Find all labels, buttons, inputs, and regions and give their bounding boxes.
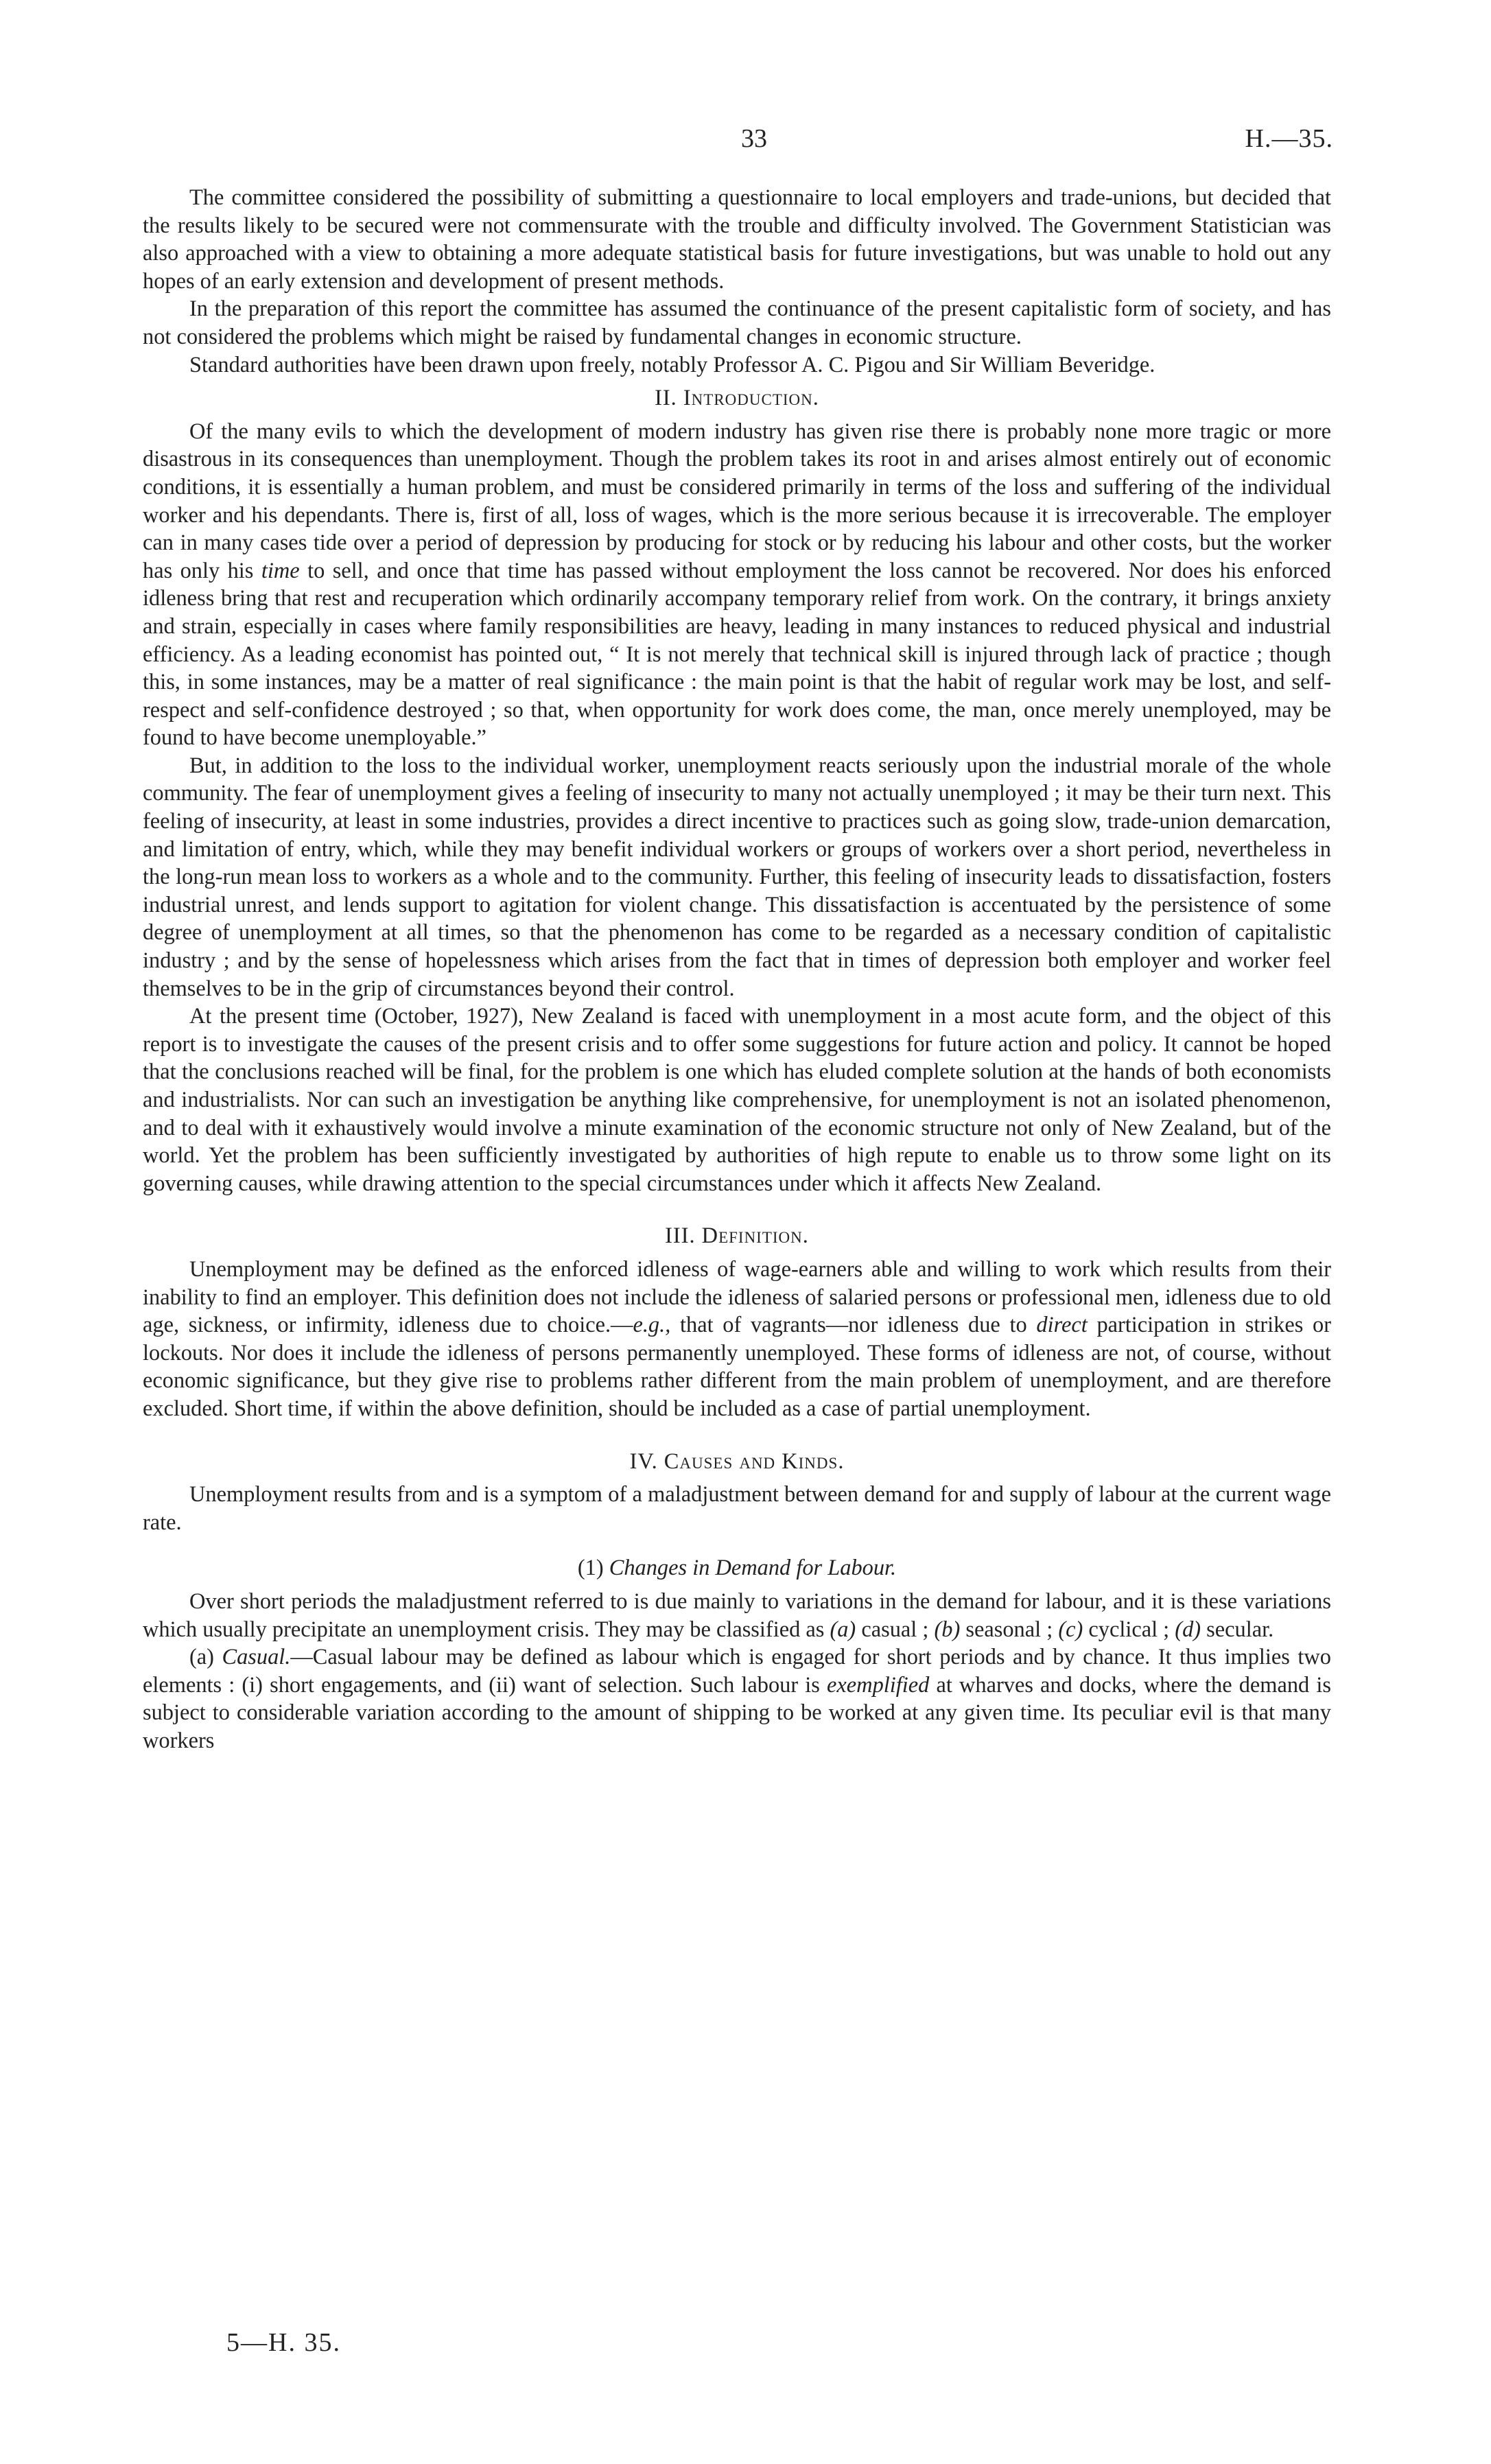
text: at wharves and docks, where the demand is subject to considerable variation according to the amount of shipping to be worked at any given time. Its peculiar evil is that many workers <box>143 1672 1331 1753</box>
paragraph <box>143 1588 1331 1643</box>
section-heading-causes: IV. Causes and Kinds. <box>629 1448 845 1474</box>
text: seasonal ; <box>965 1617 1053 1642</box>
subheading-number: (1) <box>577 1556 604 1581</box>
section-heading-introduction: II. Introduction. <box>655 386 819 411</box>
marker: (b) <box>934 1617 961 1642</box>
casual-label: Casual. <box>222 1645 291 1670</box>
text: to sell, and once that time has passed without employment the loss cannot be recovered. Nor does his enforced idleness bring that rest and recuperation which ordinarily accompany temporary relief from work. On the contrary, it brings anxiety and strain, especially in cases where family responsibilities are heavy, leading in many instances to reduced physical and industrial efficiency. As a leading economist has pointed out, “ It is not merely that technical skill is injured through lack of practice ; though this, in some instances, may be a matter of real significance : the main point is that the habit of regular work may be lost, and self-respect and self-confidence destroyed ; so that, when opportunity for work does come, the man, once merely unemployed, may be found to have become unemployable.” <box>143 558 1331 751</box>
subheading-title: Changes in Demand for Labour. <box>609 1556 897 1581</box>
paragraph: Unemployment results from and is a symptom of a maladjustment between demand for and supply of labour at the current wage rate. <box>143 1482 1331 1535</box>
page-number: 33 <box>741 124 767 153</box>
text: Over short periods the maladjustment referred to is due mainly to variations in the demand for labour, and it is these variations which usually precipitate an unemployment crisis. They may be classified as <box>143 1588 1331 1642</box>
emphasis: e.g., <box>633 1313 671 1338</box>
emphasis: exemplified <box>827 1672 930 1698</box>
casual-marker: (a) <box>189 1645 214 1670</box>
emphasis: time <box>261 558 300 583</box>
paragraph: But, in addition to the loss to the individual worker, unemployment reacts seriously upon the industrial morale of the whole community. The fear of unemployment gives a feeling of insecurity to many not actually unemployed ; it may be their turn next. This feeling of insecurity, at least in some industries, provides a direct incentive to practices such as going slow, trade-union demarcation, and limitation of entry, which, while they may benefit individual workers or groups of workers over a short period, nevertheless in the long-run mean loss to workers as a whole and to the community. Further, this feeling of insecurity leads to dissatisfaction, fosters industrial unrest, and lends support to agitation for violent change. This dissatisfaction is accentuated by the persistence of some degree of unemployment at all times, so that the phenomenon has come to be regarded as a necessary condition of capitalistic industry ; and by the sense of hopelessness which arises from the fact that in times of depression both employer and worker feel themselves to be in the grip of circumstances beyond their control. <box>143 753 1331 1001</box>
section-heading-definition: III. Definition. <box>665 1223 809 1249</box>
marker: (a) <box>830 1617 856 1642</box>
text: Unemployment may be defined as the enforced idleness of wage-earners able and willing to work which results from their inability to find an employer. This definition does not include the idleness of salaried persons or professional men, idleness due to old age, sickness, or infirmity, idleness due to choice.— <box>143 1256 1331 1338</box>
marker: (d) <box>1175 1617 1201 1642</box>
paragraph: (a) Casual.—Casual labour may be defined as labour which is engaged for short periods and by chance. It thus implies two elements : (i) short engagements, and (ii) want of selection. Such labour is exemplified at wharves and docks, where the demand is subject to considerable variation according to the amount of shipping to be worked at any given time. Its peculiar evil is that many workers <box>143 1645 1331 1753</box>
text: Casual labour may be defined as labour which is engaged for short periods and by chance. It thus implies two elements : (i) short engagements, and (ii) want of selection. Such labour is <box>143 1645 1331 1698</box>
paragraph <box>143 418 1331 752</box>
page-header <box>175 117 1333 165</box>
text: casual ; <box>861 1617 929 1642</box>
text: secular. <box>1206 1617 1274 1642</box>
paragraph: The committee considered the possibility of submitting a questionnaire to local employers and trade-unions, but decided that the results likely to be secured were not commensurate with the trouble and difficulty involved. The Government Statistician was also approached with a view to obtaining a more adequate statistical basis for future investigations, but was unable to hold out any hopes of an early extension and development of present methods. <box>143 185 1331 294</box>
paragraph: Standard authorities have been drawn upon freely, notably Professor A. C. Pigou and Sir William Beveridge. <box>189 352 1155 377</box>
text: Of the many evils to which the development of modern industry has given rise there is probably none more tragic or more disastrous in its consequences than unemployment. Though the problem takes its root in and arises almost entirely out of economic conditions, it is essentially a human problem, and must be considered primarily in terms of the loss and suffering of the individual worker and his dependants. There is, first of all, loss of wages, which is the more serious because it is irrecoverable. The employer can in many cases tide over a period of depression by producing for stock or by reducing his labour and other costs, but the worker has only his <box>143 419 1331 583</box>
marker: (c) <box>1058 1617 1083 1642</box>
text: cyclical ; <box>1088 1617 1170 1642</box>
document-body <box>143 184 1331 1755</box>
paragraph: At the present time (October, 1927), New Zealand is faced with unemployment in a most acute form, and the object of this report is to investigate the causes of the present crisis and to offer some suggestions for future action and policy. It cannot be hoped that the conclusions reached will be final, for the problem is one which has eluded complete solution at the hands of both economists and industrialists. Nor can such an investigation be anything like comprehensive, for unemployment is not an isolated phenomenon, and to deal with it exhaustively would involve a minute examination of the economic structure not only of New Zealand, but of the world. Yet the problem has been sufficiently investigated by authorities of high repute to enable us to throw some light on its governing causes, while drawing attention to the special circumstances under which it affects New Zealand. <box>143 1004 1331 1196</box>
paragraph <box>143 1256 1331 1423</box>
document-reference: H.—35. <box>1245 124 1333 153</box>
sheet-signature: 5—H. 35. <box>226 2328 341 2357</box>
paragraph: In the preparation of this report the committee has assumed the continuance of the present capitalistic form of society, and has not considered the problems which might be raised by fundamental changes in economic structure. <box>143 296 1331 349</box>
text: that of vagrants—nor idleness due to <box>670 1313 1027 1338</box>
subheading-demand <box>143 1554 1331 1582</box>
text: participation in strikes or lockouts. Nor does it include the idleness of persons permanently unemployed. These forms of idleness are not, of course, without economic significance, but they give rise to problems rather different from the main problem of unemployment, and are therefore excluded. Short time, if within the above definition, should be included as a case of partial unemployment. <box>143 1313 1331 1421</box>
emphasis: direct <box>1036 1313 1088 1338</box>
